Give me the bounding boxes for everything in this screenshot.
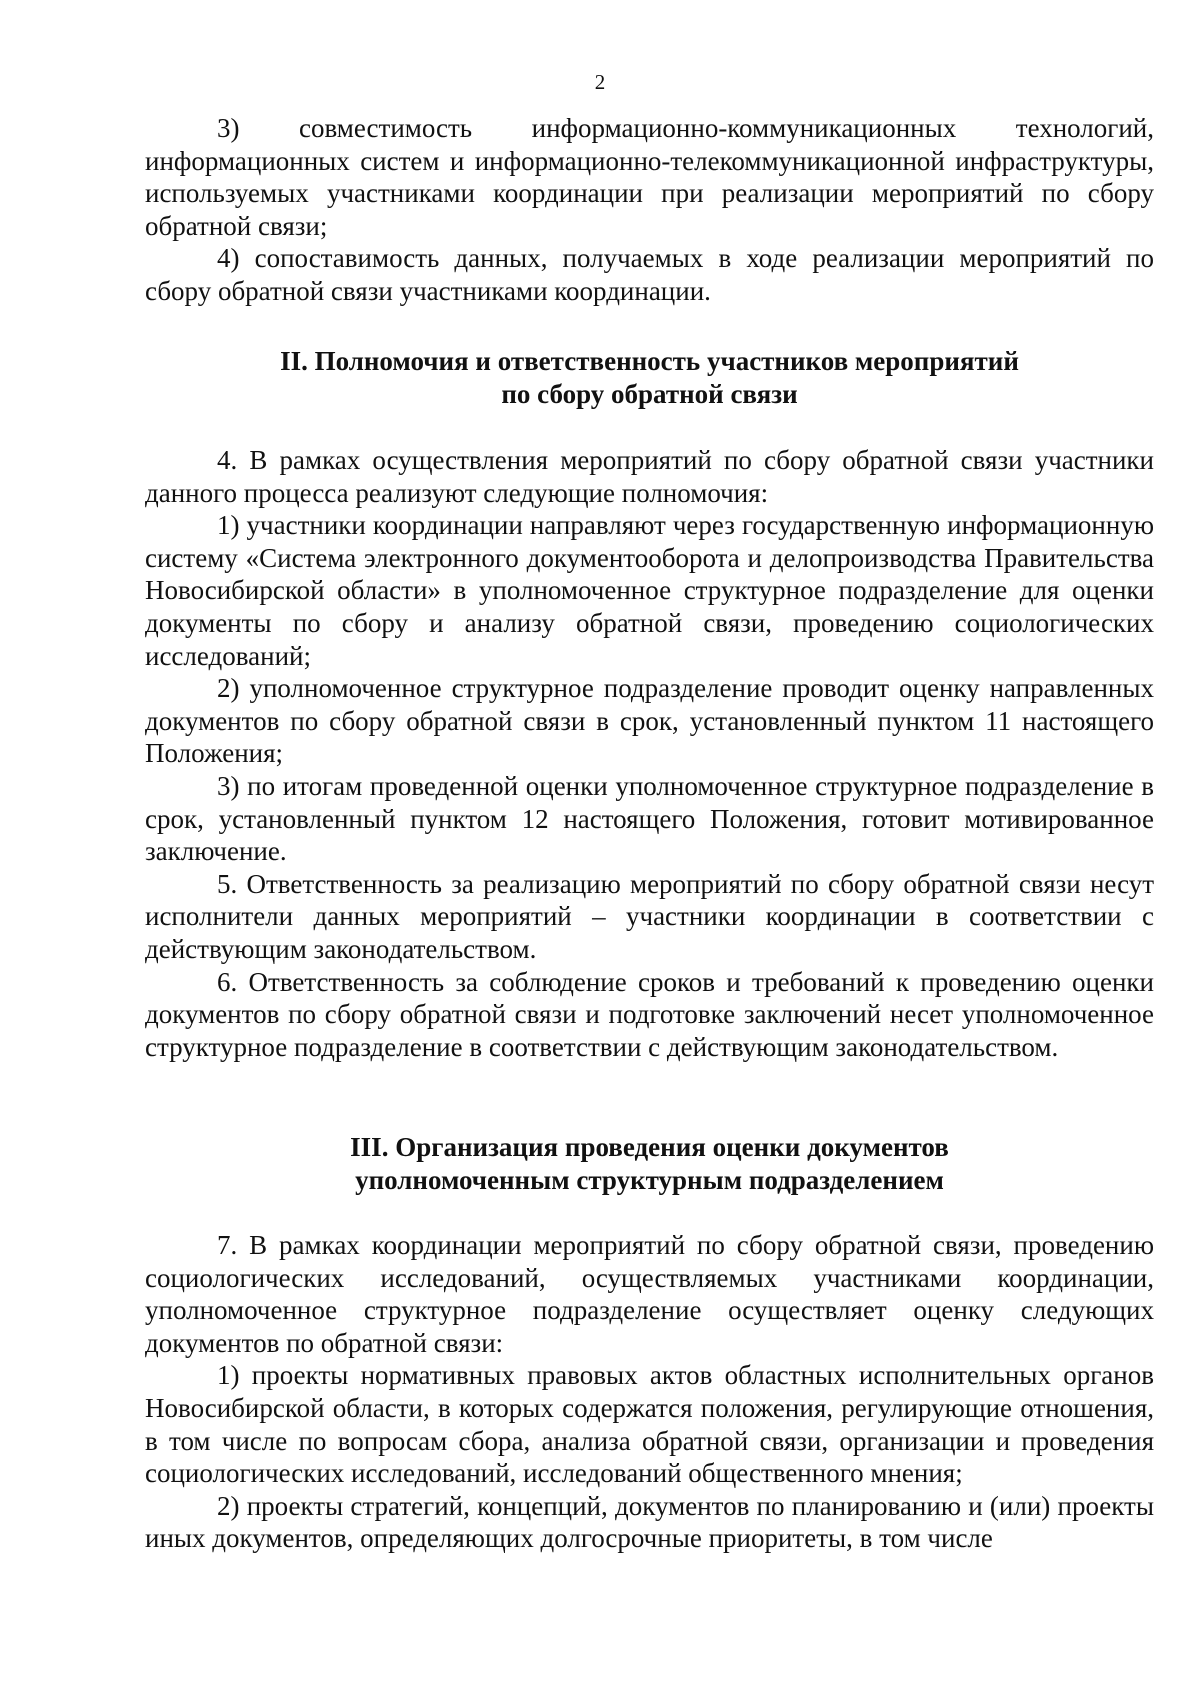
section-3-heading-line-2: уполномоченным структурным подразделением bbox=[355, 1164, 944, 1195]
page-number: 2 bbox=[594, 70, 606, 94]
paragraph-clause-7-item-1: 1) проекты нормативных правовых актов областных исполнительных органов Новосибирской области, в которых содержатся положения, регулирующие отношения, в том числе по вопросам сбора, анализа обратной связи, организации и проведения социологических исследований, исследований общественного мнения; bbox=[145, 1360, 1154, 1489]
section-3-heading-line-1: III. Организация проведения оценки документов bbox=[350, 1132, 949, 1162]
section-2-heading-line-1: II. Полномочия и ответственность участников мероприятий bbox=[280, 346, 1019, 376]
section-2-body bbox=[145, 444, 1154, 1063]
section-3-body bbox=[145, 1229, 1154, 1555]
paragraph-clause-4-item-1: 1) участники координации направляют через государственную информационную систему «Система электронного документооборота и делопроизводства Правительства Новосибирской области» в уполномоченное структурное подразделение для оценки документы по сбору и анализу обратной связи, проведению социологических исследований; bbox=[145, 510, 1154, 671]
section-3-heading bbox=[145, 1131, 1154, 1196]
paragraph-clause-6: 6. Ответственность за соблюдение сроков и требований к проведению оценки документов по сбору обратной связи и подготовке заключений несет уполномоченное структурное подразделение в соответствии с действующим законодательством. bbox=[145, 966, 1154, 1062]
section-2-heading-line-2: по сбору обратной связи bbox=[501, 378, 798, 409]
paragraph-clause-5: 5. Ответственность за реализацию мероприятий по сбору обратной связи несут исполнители данных мероприятий – участники координации в соответствии с действующим законодательством. bbox=[145, 868, 1154, 964]
paragraph-item-3: 3) совместимость информационно-коммуникационных технологий, информационных систем и информационно-телекоммуникационной инфраструктуры, используемых участниками координации при реализации мероприятий по сбору обратной связи; bbox=[145, 113, 1154, 241]
section-2-heading bbox=[145, 345, 1154, 410]
paragraph-clause-4-item-2: 2) уполномоченное структурное подразделение проводит оценку направленных документов по сбору обратной связи в срок, установленный пунктом 11 настоящего Положения; bbox=[145, 673, 1154, 769]
paragraph-clause-7-item-2: 2) проекты стратегий, концепций, документов по планированию и (или) проекты иных документов, определяющих долгосрочные приоритеты, в том числе bbox=[145, 1490, 1154, 1554]
section-1-continuation bbox=[145, 112, 1154, 308]
paragraph-item-4: 4) сопоставимость данных, получаемых в ходе реализации мероприятий по сбору обратной связи участниками координации. bbox=[145, 243, 1154, 306]
paragraph-clause-4-item-3: 3) по итогам проведенной оценки уполномоченное структурное подразделение в срок, установленный пунктом 12 настоящего Положения, готовит мотивированное заключение. bbox=[145, 770, 1154, 867]
paragraph-clause-4: 4. В рамках осуществления мероприятий по сбору обратной связи участники данного процесса реализуют следующие полномочия: bbox=[145, 445, 1154, 508]
paragraph-clause-7: 7. В рамках координации мероприятий по сбору обратной связи, проведению социологических исследований, осуществляемых участниками координации, уполномоченное структурное подразделение осуществляет оценку следующих документов по обратной связи: bbox=[145, 1230, 1154, 1358]
